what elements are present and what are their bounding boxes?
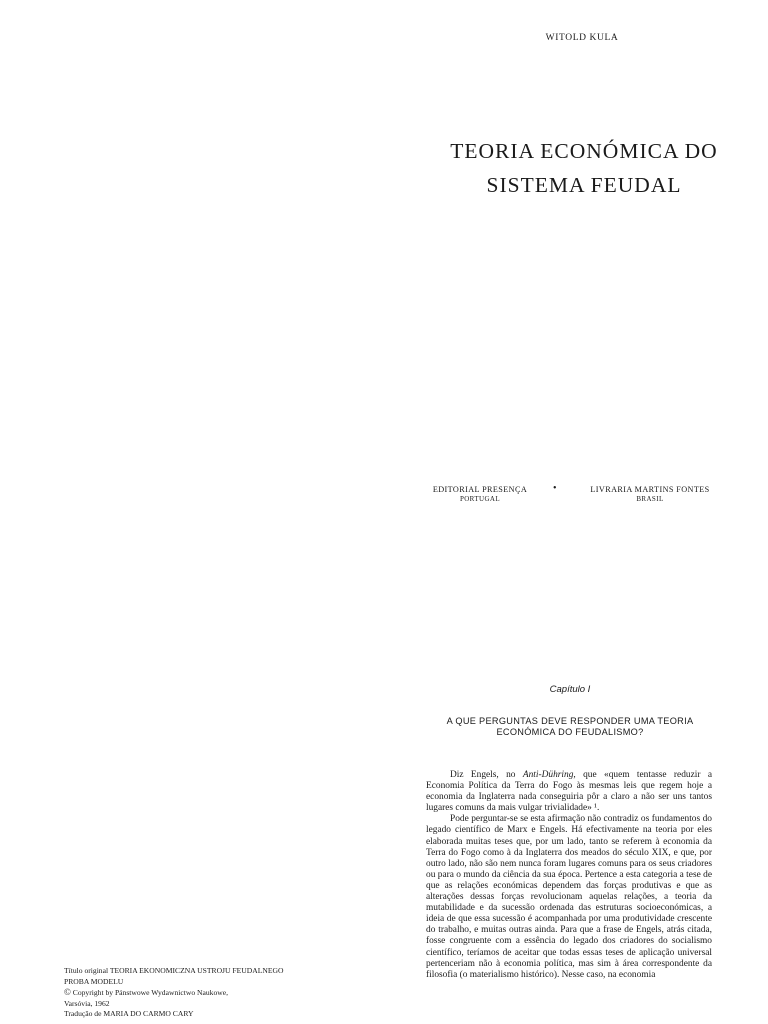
colophon-original-title: Título original TEORIA EKONOMICZNA USTROJU FEUDALNEGO <box>64 966 284 975</box>
author-name: WITOLD KULA <box>545 33 619 43</box>
colophon-translator: Tradução de MARIA DO CARMO CARY <box>64 1009 194 1019</box>
publisher-separator: • <box>553 483 557 494</box>
publishers <box>418 485 718 515</box>
publisher-left-name: EDITORIAL PRESENÇA <box>432 485 528 494</box>
chapter-title-line-2: ECONÓMICA DO FEUDALISMO? <box>496 727 644 737</box>
publisher-portugal <box>418 485 542 503</box>
colophon <box>64 966 374 1020</box>
chapter-title-line-1: A QUE PERGUNTAS DEVE RESPONDER UMA TEORIA <box>446 716 694 726</box>
colophon-original-subtitle: PROBA MODELU <box>64 976 124 986</box>
paragraph-1 <box>426 770 712 814</box>
colophon-copyright-text: Copyright by Pánstwowe Wydawnictwo Naukowe, <box>72 988 229 998</box>
publisher-right-country: BRASIL <box>636 495 664 503</box>
chapter-label: Capítulo I <box>549 684 591 695</box>
paragraph-2: Pode perguntar-se se esta afirmação não contradiz os fundamentos do legado científico de Marx e Engels. Há efectivamente na teoria por eles elaborada muitas teses que, por um lado, tanto se referem à economia da Terra do Fogo como à da Inglaterra dos meados do século XIX, e que, por outro lado, não são nem nunca foram lugares comuns para os seus criadores ou para o mundo da ciência da sua época. Pertence a esta categoria a tese de que as relações económicas dependem das forças produtivas e que as alterações dessas forças revolucionam aquelas relações, a teoria da mutabilidade e da sucessão ordenada das estruturas socioeconómicas, a ideia de que essa sucessão é acompanhada por uma produtividade crescente do trabalho, e muitas outras ainda. Para que a frase de Engels, atrás citada, fosse congruente com a essência do legado dos criadores do socialismo científico, teríamos de aceitar que todas essas teses de aplicação universal pertenceriam não à economia política, mas sim à área correspondente da filosofia (o materialismo histórico). Nesse caso, na economia <box>426 814 712 980</box>
book-title <box>400 134 768 202</box>
publisher-brasil <box>570 485 730 503</box>
paragraph-1-end: , que «quem tentasse reduzir a Economia Política da Terra do Fogo às mesmas leis que regem hoje a economia da Inglaterra nada conseguiria pôr a claro a não ser uns tantos lugares comuns da mais vulgar trivialidade» ¹. <box>426 770 713 814</box>
chapter-title <box>410 716 730 738</box>
chapter-body <box>426 770 712 981</box>
book-title-line-2: SISTEMA FEUDAL <box>486 173 682 197</box>
paragraph-1-emphasis: Anti-Dühring <box>522 770 574 780</box>
publisher-left-country: PORTUGAL <box>459 495 501 503</box>
publisher-right-name: LIVRARIA MARTINS FONTES <box>590 485 710 494</box>
paragraph-1-start: Diz Engels, no <box>450 770 523 780</box>
colophon-copyright <box>64 987 374 999</box>
copyright-icon: © <box>64 987 71 998</box>
colophon-place-year: Varsóvia, 1962 <box>64 998 110 1008</box>
book-title-line-1: TEORIA ECONÓMICA DO <box>450 139 718 163</box>
